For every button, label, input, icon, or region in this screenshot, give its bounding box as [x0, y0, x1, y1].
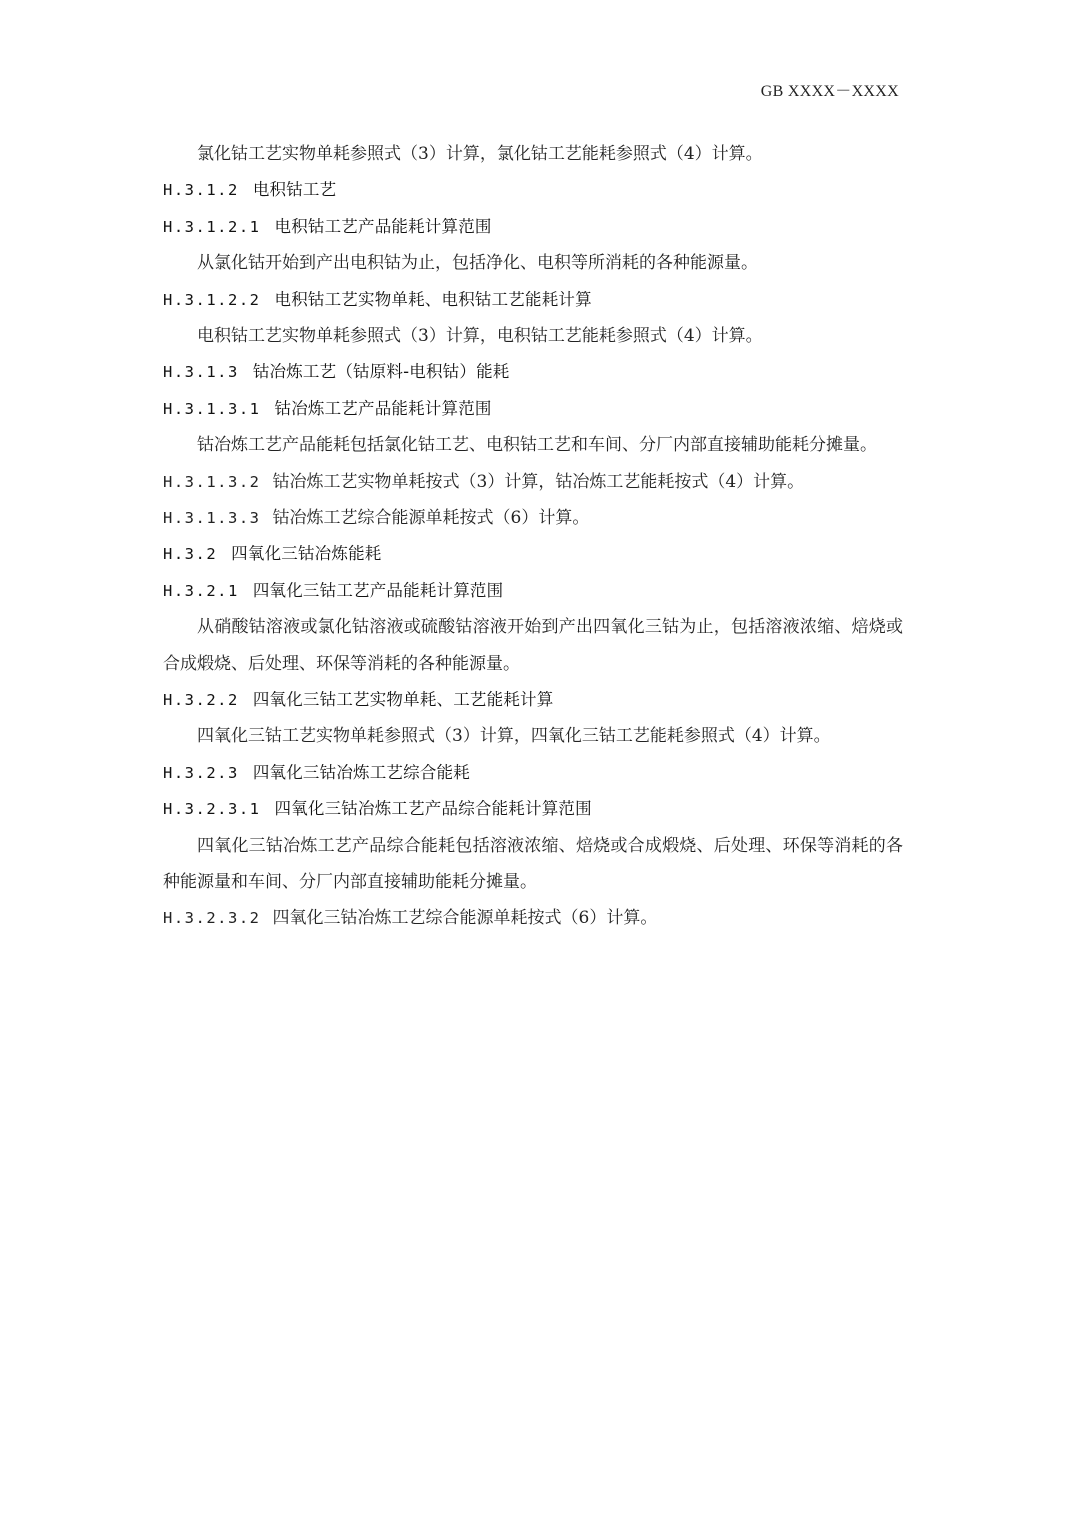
- clause-text: 四氧化三钴冶炼工艺综合能源单耗按式（6）计算。: [272, 908, 658, 929]
- section-number: H.3.2.1: [163, 581, 239, 600]
- numbered-clause: [163, 900, 903, 936]
- clause-text: 钴冶炼工艺综合能源单耗按式（6）计算。: [272, 507, 590, 528]
- section-number: H.3.2: [163, 545, 218, 564]
- numbered-clause: [163, 500, 903, 536]
- section-title: 钴冶炼工艺（钴原料-电积钴）能耗: [252, 362, 510, 382]
- paragraph: 四氧化三钴工艺实物单耗参照式（3）计算，四氧化三钴工艺能耗参照式（4）计算。: [197, 726, 831, 747]
- clause-number: H.3.1.3.3: [163, 508, 261, 527]
- paragraph: 电积钴工艺实物单耗参照式（3）计算，电积钴工艺能耗参照式（4）计算。: [197, 325, 763, 346]
- paragraph: 钴冶炼工艺产品能耗包括氯化钴工艺、电积钴工艺和车间、分厂内部直接辅助能耗分摊量。: [197, 435, 877, 456]
- section-heading: [163, 209, 903, 245]
- section-title: 电积钴工艺产品能耗计算范围: [274, 216, 492, 236]
- numbered-clause: [163, 464, 903, 500]
- paragraph: 四氧化三钴冶炼工艺产品综合能耗包括溶液浓缩、焙烧或合成煅烧、后处理、环保等消耗的各种能源量和车间、分厂内部直接辅助能耗分摊量。: [163, 835, 903, 892]
- section-heading: [163, 282, 903, 318]
- section-heading: [163, 172, 903, 208]
- section-heading: [163, 682, 903, 718]
- section-number: H.3.2.3: [163, 763, 239, 782]
- section-heading: [163, 755, 903, 791]
- section-number: H.3.2.2: [163, 690, 239, 709]
- standard-code: GB XXXX－XXXX: [760, 83, 899, 100]
- section-title: 电积钴工艺实物单耗、电积钴工艺能耗计算: [274, 289, 592, 309]
- section-number: H.3.1.3.1: [163, 399, 261, 418]
- section-title: 钴冶炼工艺产品能耗计算范围: [274, 398, 492, 418]
- document-body: [163, 136, 903, 937]
- section-title: 四氧化三钴冶炼工艺综合能耗: [252, 762, 470, 782]
- section-heading: [163, 791, 903, 827]
- section-title: 四氧化三钴工艺产品能耗计算范围: [252, 580, 504, 600]
- paragraph: 从硝酸钴溶液或氯化钴溶液或硫酸钴溶液开始到产出四氧化三钴为止，包括溶液浓缩、焙烧或合成煅烧、后处理、环保等消耗的各种能源量。: [163, 617, 903, 674]
- section-title: 四氧化三钴工艺实物单耗、工艺能耗计算: [252, 689, 554, 709]
- section-number: H.3.1.2.1: [163, 217, 261, 236]
- section-title: 四氧化三钴冶炼工艺产品综合能耗计算范围: [274, 799, 592, 819]
- paragraph: 从氯化钴开始到产出电积钴为止，包括净化、电积等所消耗的各种能源量。: [197, 253, 758, 274]
- section-heading: [163, 573, 903, 609]
- section-number: H.3.1.3: [163, 363, 239, 382]
- paragraph: 氯化钴工艺实物单耗参照式（3）计算，氯化钴工艺能耗参照式（4）计算。: [197, 144, 763, 164]
- section-title: 四氧化三钴冶炼能耗: [231, 544, 382, 564]
- clause-text: 钴冶炼工艺实物单耗按式（3）计算，钴冶炼工艺能耗按式（4）计算。: [272, 471, 805, 492]
- section-heading: [163, 536, 903, 572]
- section-title: 电积钴工艺: [252, 180, 337, 200]
- section-number: H.3.1.2: [163, 181, 239, 200]
- section-number: H.3.2.3.1: [163, 800, 261, 819]
- section-heading: [163, 354, 903, 390]
- section-number: H.3.1.2.2: [163, 290, 261, 309]
- section-heading: [163, 391, 903, 427]
- clause-number: H.3.1.3.2: [163, 472, 261, 491]
- clause-number: H.3.2.3.2: [163, 909, 261, 928]
